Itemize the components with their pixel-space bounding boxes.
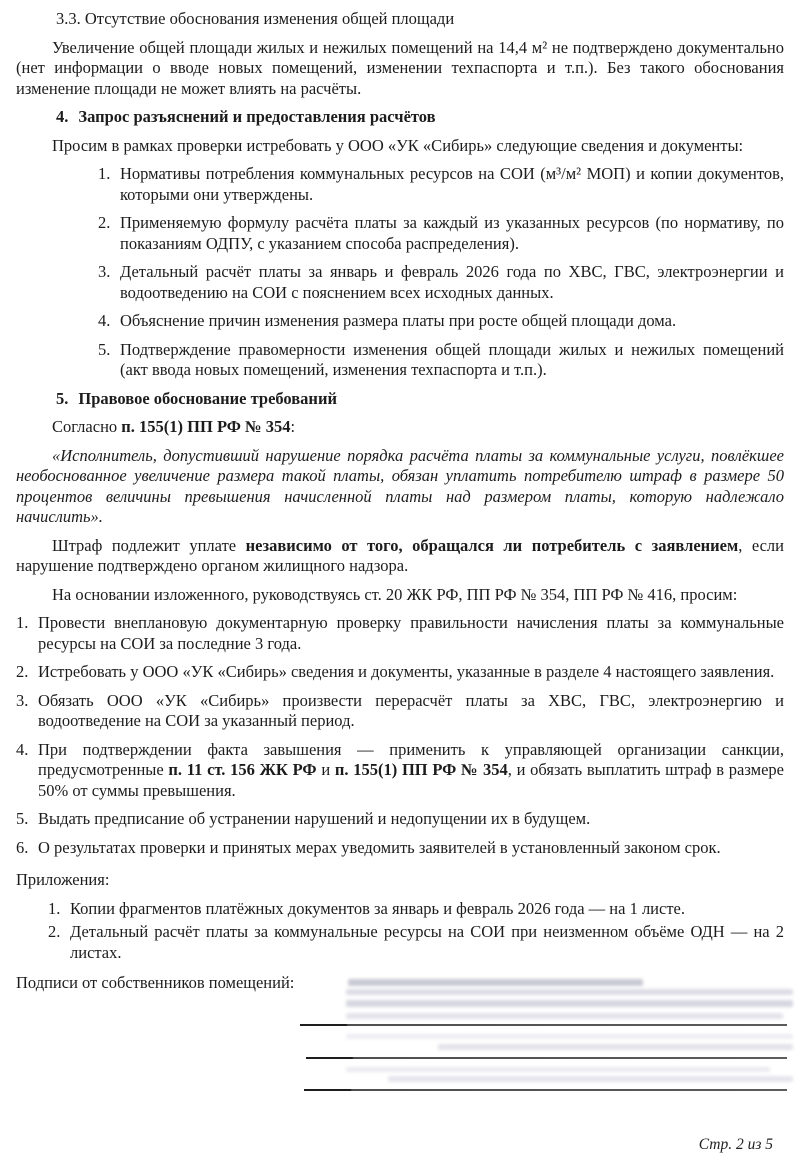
item-number: 3.	[98, 262, 111, 281]
redacted-signature-strip	[348, 979, 643, 986]
request-item-4	[98, 311, 784, 332]
demand-item-5	[16, 809, 784, 830]
fine-text-end: , если нарушение подтверждено органом жилищного надзора.	[16, 535, 784, 575]
attachment-item-2	[48, 922, 784, 963]
item-text: Объяснение причин изменения размера платы при росте общей площади дома.	[120, 311, 677, 330]
legal-reference-line	[16, 417, 784, 438]
section-4-heading	[56, 107, 784, 128]
section-4-intro: Просим в рамках проверки истребовать у ООО «УК «Сибирь» следующие сведения и документы:	[52, 135, 744, 155]
attachment-list	[48, 899, 784, 964]
demand-list	[16, 613, 784, 858]
item-text: Провести внеплановую документарную проверку правильности начисления платы за коммунальные ресурсы на СОИ за последние 3 года.	[38, 613, 784, 653]
fine-text-start: Штраф подлежит уплате	[52, 535, 246, 555]
item-number: 5.	[16, 809, 29, 828]
section-5-heading	[56, 389, 784, 410]
request-item-5	[98, 340, 784, 381]
item-text: Истребовать у ООО «УК «Сибирь» сведения и документы, указанные в разделе 4 настоящего заявления.	[38, 662, 775, 681]
item-number: 5.	[98, 339, 111, 359]
attachments-heading: Приложения:	[16, 870, 110, 889]
demand-item-3	[16, 691, 784, 732]
item-text: Копии фрагментов платёжных документов за январь и февраль 2026 года — на 1 листе.	[70, 898, 685, 918]
item-text: Обязать ООО «УК «Сибирь» произвести перерасчёт платы за ХВС, ГВС, электроэнергию и водоотведение на СОИ за указанный период.	[38, 690, 784, 730]
signature-area	[298, 973, 795, 1115]
item-number: 1.	[48, 898, 61, 918]
item-number: 2.	[98, 213, 111, 232]
item-text: Детальный расчёт платы за коммунальные ресурсы на СОИ при неизменном объёме ОДН — на 2 листах.	[70, 922, 784, 962]
demand-item-4	[16, 740, 784, 802]
page-number: Стр. 2 из 5	[698, 1135, 773, 1153]
request-item-2	[98, 213, 784, 254]
conclusion-intro: На основании изложенного, руководствуясь ст. 20 ЖК РФ, ПП РФ № 354, ПП РФ № 416, просим:	[52, 584, 738, 604]
item-number: 2.	[16, 662, 29, 681]
item-number: 1.	[98, 164, 111, 183]
redacted-signature-strip	[346, 1000, 793, 1007]
attachment-item-1	[48, 899, 784, 920]
redacted-signature-strip	[346, 1013, 783, 1019]
signature-line	[300, 1024, 787, 1026]
redacted-signature-strip	[346, 989, 793, 995]
redacted-signature-strip	[346, 1034, 793, 1039]
item-number: 6.	[16, 837, 29, 857]
request-item-3	[98, 262, 784, 303]
signatures-row	[16, 973, 784, 1115]
request-item-1	[98, 164, 784, 205]
item-number: 4.	[98, 311, 111, 330]
item-text-end: , и обязать выплатить штраф в размере 50% от суммы превышения.	[38, 760, 784, 800]
signature-line	[306, 1057, 787, 1059]
section-5-title: Правовое обоснование требований	[78, 388, 337, 408]
item-number: 4.	[16, 739, 29, 759]
redacted-signature-strip	[346, 1067, 770, 1072]
fine-text-bold: независимо от того, обращался ли потребитель с заявлением	[245, 535, 739, 555]
item-text: Детальный расчёт платы за январь и февраль 2026 года по ХВС, ГВС, электроэнергии и водоотведению на СОИ с пояснением всех исходных данных.	[120, 262, 784, 302]
item-text: О результатах проверки и принятых мерах уведомить заявителей в установленный законом срок.	[38, 837, 721, 857]
section-3-3-heading: 3.3. Отсутствие обоснования изменения общей площади	[56, 9, 455, 28]
item-text: Применяемую формулу расчёта платы за каждый из указанных ресурсов (по нормативу, по показаниям ОДПУ, с указанием способа распределения).	[120, 213, 784, 253]
item-text: Подтверждение правомерности изменения общей площади жилых и нежилых помещений (акт ввода новых помещений, изменения техпаспорта и т.п.).	[120, 339, 784, 379]
section-4-title: Запрос разъяснений и предоставления расчётов	[78, 107, 436, 126]
section-5-number: 5.	[56, 388, 69, 408]
fine-paragraph	[16, 536, 784, 577]
item-number: 3.	[16, 690, 29, 710]
redacted-signature-strip	[438, 1044, 793, 1050]
redacted-signature-strip	[388, 1076, 793, 1082]
item-number: 2.	[48, 922, 61, 941]
section-4-number: 4.	[56, 107, 69, 126]
item-text: Нормативы потребления коммунальных ресурсов на СОИ (м³/м² МОП) и копии документов, которыми они утверждены.	[120, 164, 784, 204]
item-text-bold-1: п. 11 ст. 156 ЖК РФ	[168, 760, 317, 779]
item-text-bold-2: п. 155(1) ПП РФ № 354	[334, 760, 508, 779]
item-number: 1.	[16, 613, 29, 632]
item-text: Выдать предписание об устранении нарушений и недопущении их в будущем.	[38, 809, 591, 828]
demand-item-2	[16, 662, 784, 683]
item-text-start: При подтверждении факта завышения — применить к управляющей организации санкции, предусмотренные	[38, 739, 784, 779]
legal-reference-prefix: Согласно	[52, 417, 122, 436]
section-3-3-paragraph: Увеличение общей площади жилых и нежилых помещений на 14,4 м² не подтверждено документально (нет информации о вводе новых помещений, изменении техпаспорта и т.п.). Без такого обоснования изменение площади не может влиять на расчёты.	[16, 37, 784, 98]
legal-quote: «Исполнитель, допустивший нарушение порядка расчёта платы за коммунальные услуги, повлёкшее необоснованное увеличение размера такой платы, обязан уплатить потребителю штраф в размере 50 процентов величины превышения начисленной платы над размером платы, которую надлежало начислить».	[16, 445, 784, 526]
legal-reference-bold: п. 155(1) ПП РФ № 354	[121, 417, 291, 436]
signatures-label: Подписи от собственников помещений:	[16, 973, 295, 992]
request-list	[98, 164, 784, 381]
legal-reference-suffix: :	[290, 417, 296, 436]
demand-item-6	[16, 838, 784, 859]
signature-line	[304, 1089, 787, 1091]
demand-item-1	[16, 613, 784, 654]
item-text-mid: и	[316, 760, 335, 779]
